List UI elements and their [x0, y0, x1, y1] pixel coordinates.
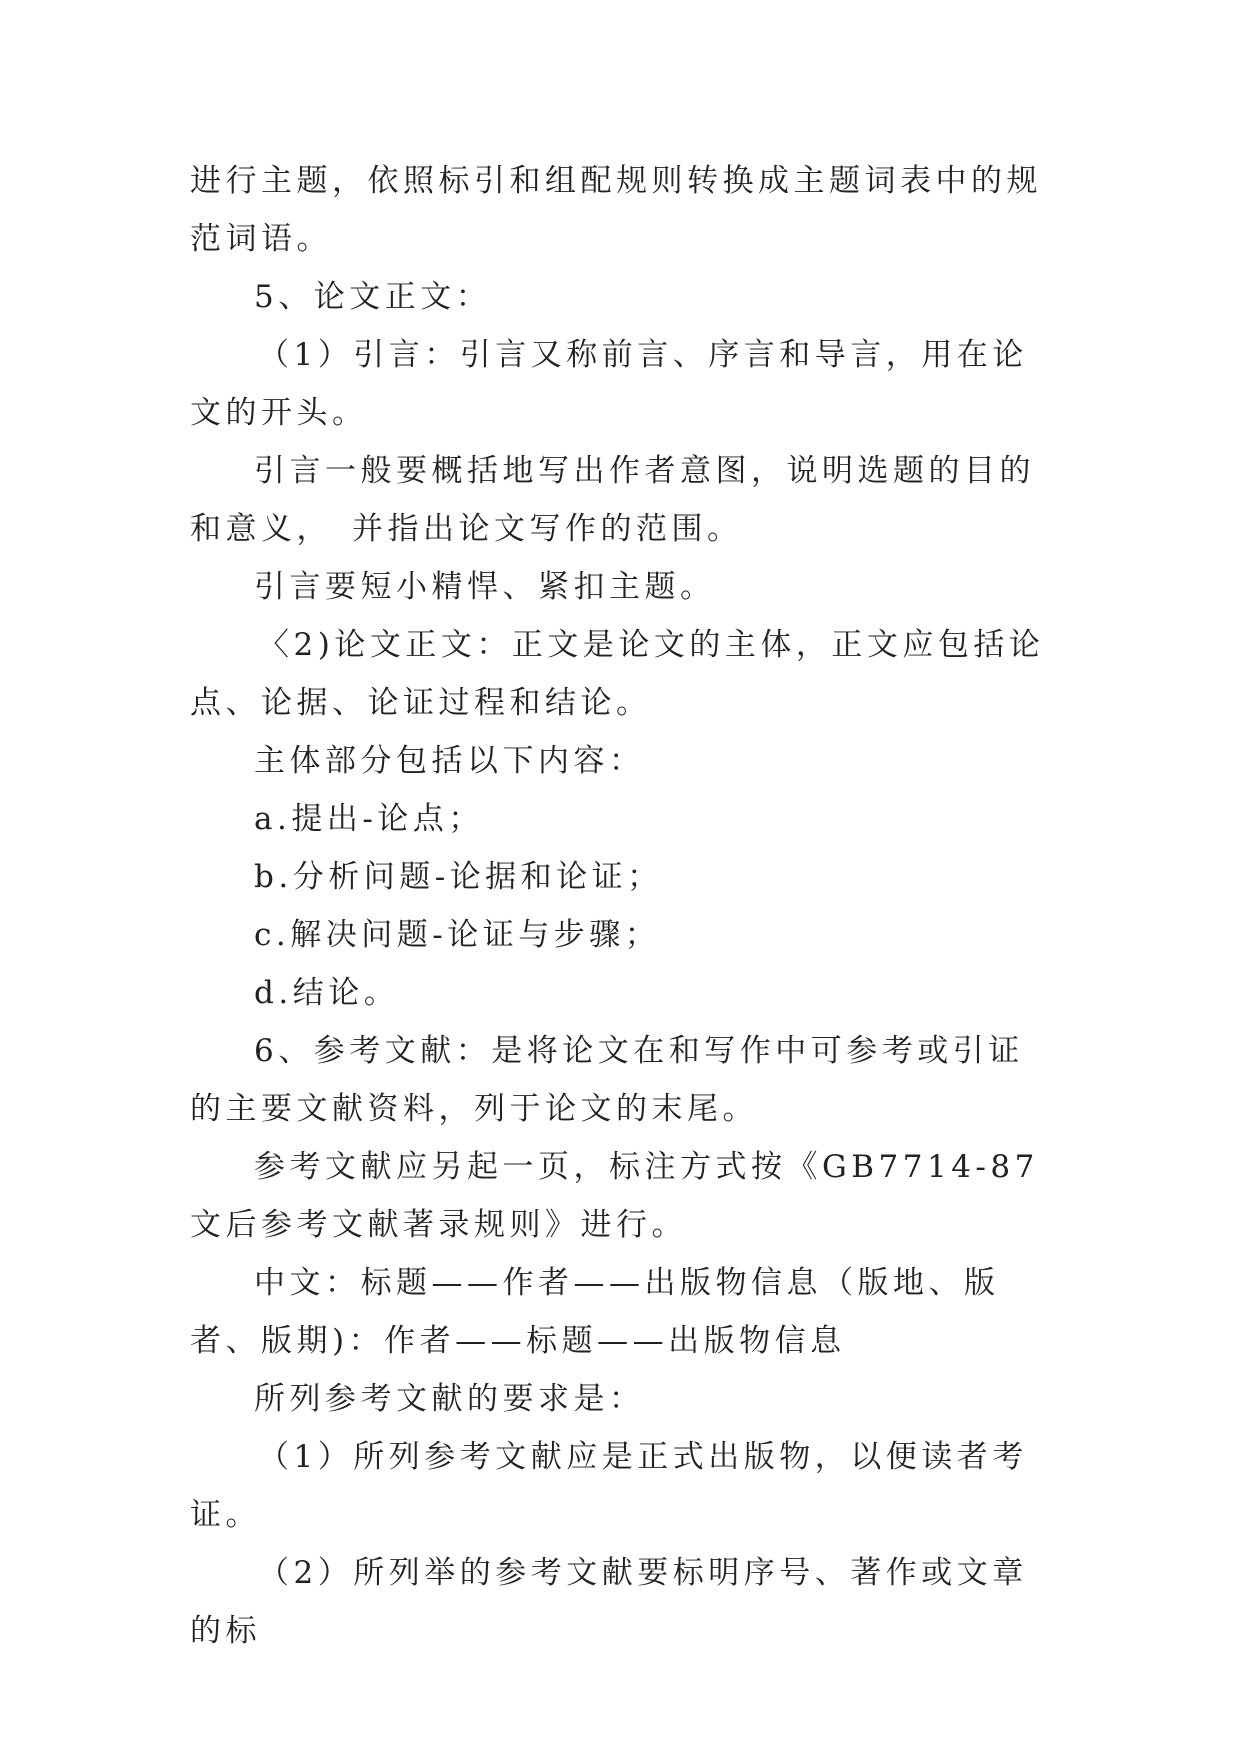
paragraph-chinese-format: 中文：标题——作者——出版物信息（版地、版者、版期)：作者——标题——出版物信息 [190, 1265, 1000, 1359]
paragraph-continuation: 进行主题，依照标引和组配规则转换成主题词表中的规范词语。 [190, 163, 1042, 257]
document-body [190, 152, 1050, 1660]
paragraph-main-body: 〈2)论文正文：正文是论文的主体，正文应包括论点、论据、论证过程和结论。 [190, 627, 1045, 721]
list-item-d: d.结论。 [254, 975, 400, 1011]
paragraph-introduction-brevity: 引言要短小精悍、紧扣主题。 [254, 569, 716, 605]
list-item-a: a.提出-论点； [254, 801, 484, 837]
paragraph-introduction-purpose: 引言一般要概括地写出作者意图，说明选题的目的和意义， 并指出论文写作的范围。 [190, 453, 1035, 547]
requirement-item-2: （2）所列举的参考文献要标明序号、著作或文章的标 [190, 1555, 1028, 1649]
paragraph-references-format: 参考文献应另起一页，标注方式按《GB7714-87文后参考文献著录规则》进行。 [190, 1149, 1039, 1243]
paragraph-main-body-contents: 主体部分包括以下内容： [254, 743, 645, 779]
paragraph-requirements-intro: 所列参考文献的要求是： [254, 1381, 645, 1417]
list-item-c: c.解决问题-论证与步骤； [254, 917, 661, 953]
list-item-b: b.分析问题-论据和论证； [254, 859, 663, 895]
paragraph-introduction: （1）引言：引言又称前言、序言和导言，用在论文的开头。 [190, 337, 1028, 431]
heading-section-5: 5、论文正文： [254, 279, 492, 315]
heading-section-6: 6、参考文献：是将论文在和写作中可参考或引证的主要文献资料，列于论文的末尾。 [190, 1033, 1024, 1127]
requirement-item-1: （1）所列参考文献应是正式出版物，以便读者考证。 [190, 1439, 1028, 1533]
